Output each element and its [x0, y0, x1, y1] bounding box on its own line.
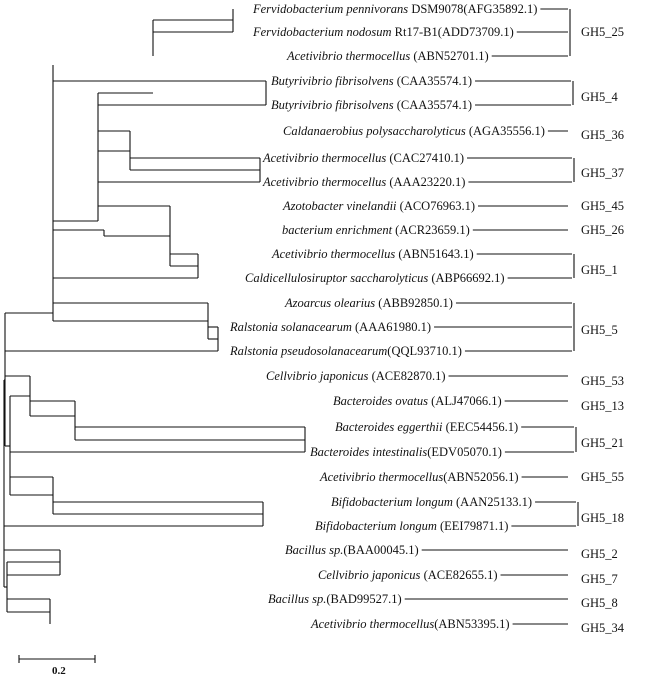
taxon-species: Butyrivibrio fibrisolvens — [271, 98, 394, 112]
taxon-accession: (ABN51643.1) — [395, 247, 474, 261]
taxon-species: Bifidobacterium longum — [315, 519, 437, 533]
taxon-species: bacterium enrichment — [282, 223, 393, 237]
taxon-accession: (ALJ47066.1) — [428, 394, 502, 408]
group-label: GH5_1 — [581, 263, 618, 277]
taxon-label — [229, 320, 431, 334]
taxon-accession: (ABN52056.1) — [443, 470, 519, 484]
taxon-label — [245, 271, 505, 285]
taxon-accession: (AAA23220.1) — [386, 175, 466, 189]
taxon-accession: (AGA35556.1) — [465, 124, 545, 138]
taxon-species: Bifidobacterium longum — [331, 495, 453, 509]
taxon-label — [229, 344, 462, 358]
taxon-label — [262, 151, 464, 165]
taxon-label — [282, 199, 475, 213]
taxon-accession: (ACR23659.1) — [392, 223, 470, 237]
group-label: GH5_45 — [581, 199, 625, 213]
taxon-species: Acetivibrio thermocellus — [272, 247, 396, 261]
taxon-species: Ralstonia pseudosolanacearum — [230, 344, 388, 358]
taxon-accession: (EEI79871.1) — [436, 519, 509, 533]
taxon-species: Bacillus sp. — [285, 543, 344, 557]
taxon-species: Butyrivibrio fibrisolvens — [271, 74, 394, 88]
taxon-species: Cellvibrio japonicus — [266, 369, 369, 383]
group-label: GH5_18 — [581, 511, 625, 525]
taxon-accession: (ABN52701.1) — [410, 49, 489, 63]
taxon-accession: (CAA35574.1) — [393, 98, 473, 112]
taxon-label — [271, 74, 472, 88]
scale-bar-label: 0.2 — [52, 665, 66, 676]
taxon-label — [285, 543, 419, 557]
taxon-species: Acetivibrio thermocellus — [311, 617, 435, 631]
group-label: GH5_21 — [581, 436, 625, 450]
taxon-label — [286, 49, 489, 63]
group-label: GH5_4 — [581, 90, 618, 104]
taxon-label — [318, 568, 498, 582]
taxon-label — [282, 223, 470, 237]
taxon-label — [252, 25, 514, 39]
group-label: GH5_5 — [581, 323, 618, 337]
taxon-accession: (ABN53395.1) — [434, 617, 510, 631]
taxon-species: Cellvibrio japonicus — [318, 568, 421, 582]
taxon-label — [310, 617, 510, 631]
taxon-accession: (QQL93710.1) — [387, 344, 462, 358]
taxon-accession: (BAA00045.1) — [343, 543, 419, 557]
taxon-accession: (ABB92850.1) — [375, 296, 453, 310]
taxon-species: Acetivibrio thermocellus — [320, 470, 444, 484]
taxon-species: Caldanaerobius polysaccharolyticus — [283, 124, 466, 138]
taxon-label — [252, 2, 537, 16]
taxon-label — [315, 519, 508, 533]
taxon-label — [335, 420, 518, 434]
taxon-accession: (CAC27410.1) — [386, 151, 465, 165]
taxon-accession: (EEC54456.1) — [442, 420, 519, 434]
taxon-accession: Rt17-B1(ADD73709.1) — [391, 25, 514, 39]
taxon-species: Fervidobacterium pennivorans — [253, 2, 409, 16]
taxon-label — [262, 175, 465, 189]
group-label: GH5_55 — [581, 470, 625, 484]
group-label: GH5_25 — [581, 25, 625, 39]
taxon-label — [271, 98, 472, 112]
taxon-accession: (AAN25133.1) — [452, 495, 533, 509]
taxon-accession: DSM9078(AFG35892.1) — [408, 2, 538, 16]
taxon-label — [319, 470, 519, 484]
group-label: GH5_26 — [581, 223, 625, 237]
taxon-label — [266, 369, 446, 383]
taxon-species: Acetivibrio thermocellus — [263, 151, 387, 165]
taxon-species: Caldicellulosiruptor saccharolyticus — [245, 271, 429, 285]
taxon-label — [284, 296, 453, 310]
taxon-accession: (AAA61980.1) — [351, 320, 432, 334]
taxon-label — [331, 495, 532, 509]
taxon-accession: (ABP66692.1) — [428, 271, 505, 285]
taxon-accession: (EDV05070.1) — [427, 445, 502, 459]
taxon-species: Bacteroides eggerthii — [335, 420, 443, 434]
group-label: GH5_36 — [581, 128, 625, 142]
taxon-accession: (ACE82870.1) — [368, 369, 446, 383]
taxon-species: Acetivibrio thermocellus — [287, 49, 411, 63]
taxon-species: Azotobacter vinelandii — [283, 199, 397, 213]
taxon-label — [310, 445, 502, 459]
group-label: GH5_34 — [581, 621, 625, 635]
taxon-species: Bacteroides intestinalis — [310, 445, 428, 459]
taxon-label — [268, 592, 402, 606]
taxon-label — [333, 394, 502, 408]
group-label: GH5_7 — [581, 572, 618, 586]
taxon-species: Azoarcus olearius — [285, 296, 376, 310]
taxon-species: Acetivibrio thermocellus — [263, 175, 387, 189]
group-label: GH5_13 — [581, 399, 625, 413]
group-label: GH5_37 — [581, 166, 625, 180]
taxon-accession: (ACE82655.1) — [420, 568, 498, 582]
taxon-accession: (CAA35574.1) — [393, 74, 473, 88]
group-label: GH5_8 — [581, 596, 618, 610]
taxon-species: Ralstonia solanacearum — [230, 320, 352, 334]
taxon-label — [283, 124, 545, 138]
taxon-species: Fervidobacterium nodosum — [253, 25, 392, 39]
taxon-species: Bacteroides ovatus — [333, 394, 429, 408]
group-label: GH5_2 — [581, 547, 618, 561]
taxon-species: Bacillus sp. — [268, 592, 327, 606]
group-label: GH5_53 — [581, 374, 625, 388]
taxon-accession: (BAD99527.1) — [326, 592, 402, 606]
taxon-accession: (ACO76963.1) — [396, 199, 475, 213]
taxon-label — [271, 247, 474, 261]
